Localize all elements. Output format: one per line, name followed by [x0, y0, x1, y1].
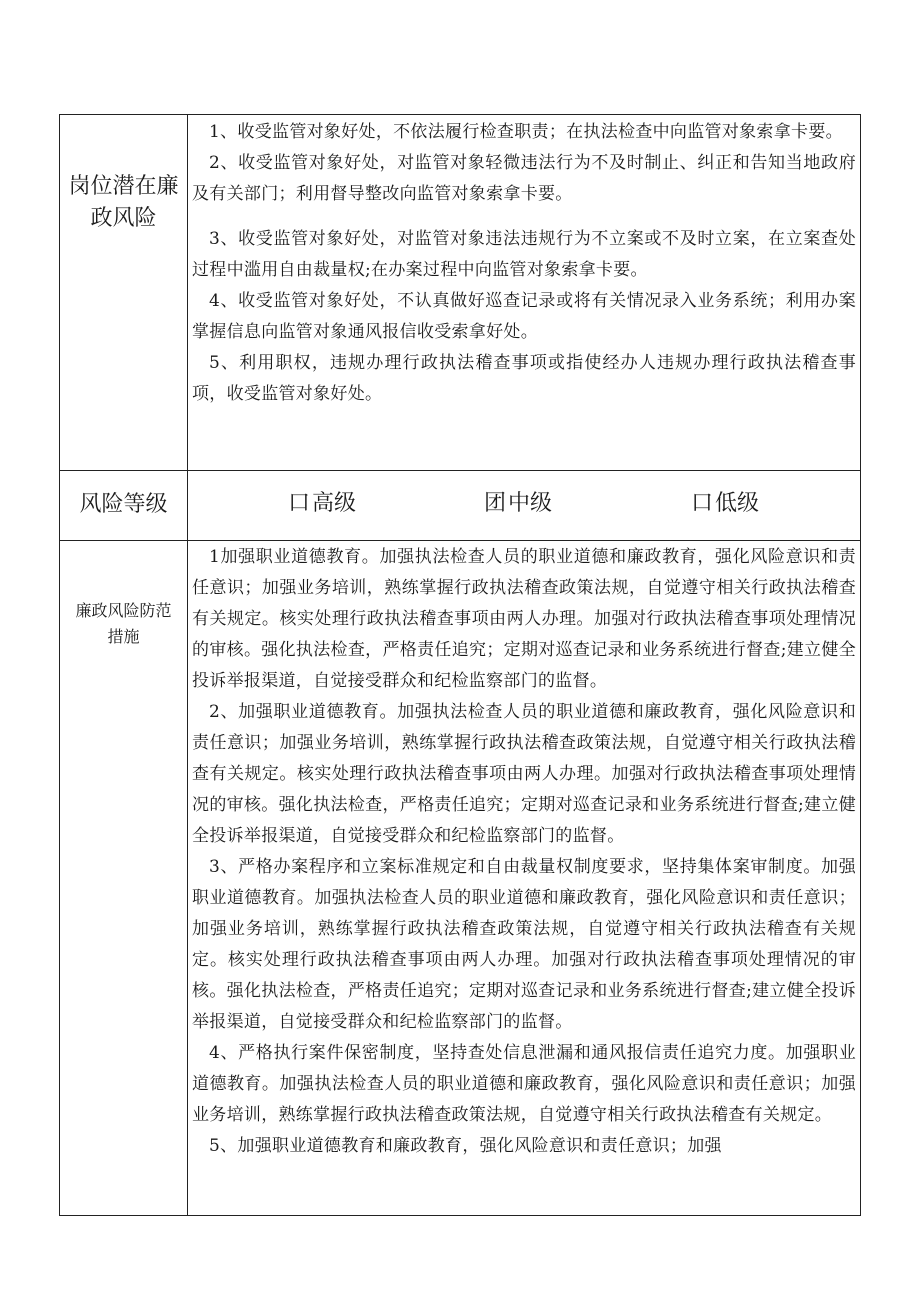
risk-row-label [60, 171, 187, 235]
risk-item: 1、收受监管对象好处，不依法履行检查职责；在执法检查中向监管对象索拿卡要。 [209, 122, 843, 142]
risk-table [59, 114, 861, 1216]
measures-label-line1: 廉政风险防范 [75, 601, 172, 620]
level-text: 中级 [508, 491, 553, 516]
risk-item: 2、收受监管对象好处，对监管对象轻微违法行为不及时制止、纠正和告知当地政府及有关部门；利用督导整改向监管对象索拿卡要。 [192, 153, 856, 204]
risk-item: 3、收受监管对象好处，对监管对象违法违规行为不立案或不及时立案，在立案查处过程中滥用自由裁量权;在办案过程中向监管对象索拿卡要。 [192, 229, 856, 280]
checkbox-icon: 口 [288, 491, 311, 516]
measure-item: 5、加强职业道德教育和廉政教育，强化风险意识和责任意识；加强 [209, 1136, 722, 1156]
level-option-medium[interactable] [484, 489, 552, 519]
level-option-high[interactable] [288, 489, 356, 519]
risk-level-options [188, 489, 860, 521]
measures-label-line2: 措施 [107, 627, 140, 646]
level-option-low[interactable] [691, 489, 759, 519]
measure-item: 2、加强职业道德教育。加强执法检查人员的职业道德和廉政教育，强化风险意识和责任意识；加强业务培训，熟练掌握行政执法稽查政策法规，自觉遵守相关行政执法稽查有关规定。核实处理行政执法稽查事项由两人办理。加强对行政执法稽查事项处理情况的审核。强化执法检查，严格责任追究；定期对巡查记录和业务系统进行督查;建立健全投诉举报渠道，自觉接受群众和纪检监察部门的监督。 [192, 702, 856, 846]
measure-item: 4、严格执行案件保密制度，坚持查处信息泄漏和通风报信责任追究力度。加强职业道德教育。加强执法检查人员的职业道德和廉政教育，强化风险意识和责任意识；加强业务培训，熟练掌握行政执法稽查政策法规，自觉遵守相关行政执法稽查有关规定。 [192, 1043, 856, 1125]
measure-item: 1加强职业道德教育。加强执法检查人员的职业道德和廉政教育，强化风险意识和责任意识；加强业务培训，熟练掌握行政执法稽查政策法规，自觉遵守相关行政执法稽查有关规定。核实处理行政执法稽查事项由两人办理。加强对行政执法稽查事项处理情况的审核。强化执法检查，严格责任追究；定期对巡查记录和业务系统进行督查;建立健全投诉举报渠道，自觉接受群众和纪检监察部门的监督。 [192, 547, 856, 691]
measures-row-label [60, 598, 187, 650]
checked-box-icon: 团 [484, 491, 507, 516]
measures-content [192, 542, 856, 1214]
checkbox-icon: 口 [691, 491, 714, 516]
risk-item: 5、利用职权，违规办理行政执法稽查事项或指使经办人违规办理行政执法稽查事项，收受监管对象好处。 [192, 353, 856, 404]
risk-item: 4、收受监管对象好处，不认真做好巡查记录或将有关情况录入业务系统；利用办案掌握信息向监管对象通风报信收受索拿好处。 [192, 291, 856, 342]
column-divider [187, 115, 188, 1215]
risk-content [192, 117, 856, 410]
level-row-label: 风险等级 [79, 492, 168, 517]
risk-label-line1: 岗位潜在廉 [68, 174, 179, 199]
level-text: 高级 [312, 491, 357, 516]
row-divider-2 [60, 540, 860, 541]
level-text: 低级 [715, 491, 760, 516]
row-divider-1 [60, 470, 860, 471]
measure-item: 3、严格办案程序和立案标准规定和自由裁量权制度要求，坚持集体案审制度。加强职业道德教育。加强执法检查人员的职业道德和廉政教育，强化风险意识和责任意识；加强业务培训，熟练掌握行政执法稽查政策法规，自觉遵守相关行政执法稽查有关规定。核实处理行政执法稽查事项由两人办理。加强对行政执法稽查事项处理情况的审核。强化执法检查，严格责任追究；定期对巡查记录和业务系统进行督查;建立健全投诉举报渠道，自觉接受群众和纪检监察部门的监督。 [192, 857, 856, 1032]
risk-label-line2: 政风险 [90, 206, 157, 231]
